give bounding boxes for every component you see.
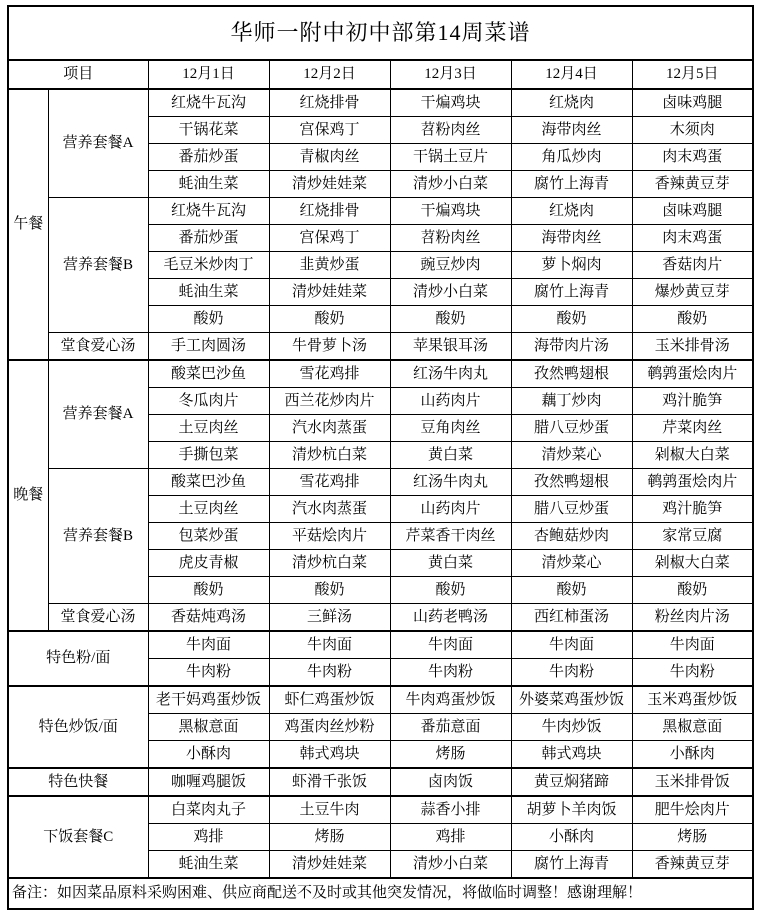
footer-note: 备注：如因菜品原料采购困难、供应商配送不及时或其他突发情况，将做临时调整！感谢理解！ (8, 878, 753, 909)
menu-cell: 咖喱鸡腿饭 (148, 768, 269, 796)
menu-cell: 玉米排骨汤 (632, 333, 753, 361)
menu-cell: 土豆牛肉 (269, 796, 390, 824)
section-label: 特色粉/面 (8, 631, 148, 686)
date-header: 12月1日 (148, 60, 269, 89)
menu-cell: 牛肉面 (269, 631, 390, 659)
menu-cell: 牛肉粉 (390, 659, 511, 687)
menu-cell: 香辣黄豆芽 (632, 851, 753, 879)
menu-cell: 红汤牛肉丸 (390, 360, 511, 388)
menu-cell: 冬瓜肉片 (148, 388, 269, 415)
menu-cell: 牛肉鸡蛋炒饭 (390, 686, 511, 714)
menu-cell: 腐竹上海青 (511, 171, 632, 198)
menu-cell: 酸菜巴沙鱼 (148, 469, 269, 496)
section-label: 特色快餐 (8, 768, 148, 796)
menu-cell: 藕丁炒肉 (511, 388, 632, 415)
menu-cell: 清炒娃娃菜 (269, 171, 390, 198)
menu-cell: 牛肉炒饭 (511, 714, 632, 741)
menu-cell: 山药肉片 (390, 388, 511, 415)
menu-cell: 清炒小白菜 (390, 851, 511, 879)
menu-cell: 腊八豆炒蛋 (511, 496, 632, 523)
menu-cell: 腐竹上海青 (511, 851, 632, 879)
meal-label: 晚餐 (8, 360, 48, 631)
menu-cell: 西红柿蛋汤 (511, 604, 632, 632)
table-row (8, 604, 753, 632)
group-label: 营养套餐A (48, 89, 148, 198)
menu-cell: 鸡排 (148, 824, 269, 851)
menu-cell: 海带肉丝 (511, 225, 632, 252)
table-row (8, 469, 753, 496)
menu-cell: 爆炒黄豆芽 (632, 279, 753, 306)
section-label: 下饭套餐C (8, 796, 148, 878)
menu-cell: 苹果银耳汤 (390, 333, 511, 361)
menu-cell: 雪花鸡排 (269, 469, 390, 496)
menu-cell: 宫保鸡丁 (269, 117, 390, 144)
menu-cell: 烤肠 (269, 824, 390, 851)
menu-cell: 卤味鸡腿 (632, 198, 753, 225)
menu-cell: 肉末鸡蛋 (632, 225, 753, 252)
menu-cell: 红烧排骨 (269, 198, 390, 225)
menu-cell: 黄白菜 (390, 442, 511, 469)
group-label: 营养套餐B (48, 198, 148, 333)
menu-cell: 卤肉饭 (390, 768, 511, 796)
group-label: 堂食爱心汤 (48, 333, 148, 361)
menu-cell: 酸奶 (148, 306, 269, 333)
menu-cell: 孜然鸭翅根 (511, 360, 632, 388)
menu-cell: 蚝油生菜 (148, 279, 269, 306)
menu-cell: 雪花鸡排 (269, 360, 390, 388)
menu-cell: 清炒菜心 (511, 550, 632, 577)
menu-cell: 青椒肉丝 (269, 144, 390, 171)
section-label: 特色炒饭/面 (8, 686, 148, 768)
footer-row (8, 878, 753, 909)
menu-cell: 小酥肉 (511, 824, 632, 851)
menu-cell: 剁椒大白菜 (632, 550, 753, 577)
menu-cell: 手工肉圆汤 (148, 333, 269, 361)
table-row (8, 198, 753, 225)
menu-table (7, 5, 754, 910)
menu-cell: 海带肉片汤 (511, 333, 632, 361)
table-row (8, 89, 753, 117)
menu-cell: 鹌鹑蛋烩肉片 (632, 469, 753, 496)
menu-cell: 木须肉 (632, 117, 753, 144)
menu-cell: 红烧排骨 (269, 89, 390, 117)
menu-cell: 干锅土豆片 (390, 144, 511, 171)
menu-cell: 三鲜汤 (269, 604, 390, 632)
menu-cell: 清炒杭白菜 (269, 550, 390, 577)
menu-cell: 酸奶 (632, 306, 753, 333)
menu-cell: 酸奶 (511, 577, 632, 604)
menu-cell: 清炒娃娃菜 (269, 279, 390, 306)
menu-cell: 红汤牛肉丸 (390, 469, 511, 496)
menu-cell: 剁椒大白菜 (632, 442, 753, 469)
menu-cell: 萝卜焖肉 (511, 252, 632, 279)
menu-cell: 蚝油生菜 (148, 171, 269, 198)
menu-cell: 香菇肉片 (632, 252, 753, 279)
menu-cell: 红烧肉 (511, 89, 632, 117)
meal-label: 午餐 (8, 89, 48, 360)
menu-cell: 牛肉粉 (632, 659, 753, 687)
menu-cell: 牛肉粉 (269, 659, 390, 687)
menu-cell: 番茄意面 (390, 714, 511, 741)
menu-cell: 老干妈鸡蛋炒饭 (148, 686, 269, 714)
menu-cell: 番茄炒蛋 (148, 144, 269, 171)
menu-cell: 杏鲍菇炒肉 (511, 523, 632, 550)
menu-cell: 红烧牛瓦沟 (148, 89, 269, 117)
menu-cell: 黑椒意面 (148, 714, 269, 741)
menu-cell: 牛骨萝卜汤 (269, 333, 390, 361)
menu-cell: 鸡汁脆笋 (632, 496, 753, 523)
item-header: 项目 (8, 60, 148, 89)
menu-cell: 肉末鸡蛋 (632, 144, 753, 171)
date-header: 12月3日 (390, 60, 511, 89)
menu-cell: 香菇炖鸡汤 (148, 604, 269, 632)
menu-cell: 烤肠 (390, 741, 511, 769)
menu-cell: 牛肉粉 (148, 659, 269, 687)
group-label: 营养套餐A (48, 360, 148, 469)
menu-cell: 手撕包菜 (148, 442, 269, 469)
menu-cell: 鸡蛋肉丝炒粉 (269, 714, 390, 741)
menu-cell: 海带肉丝 (511, 117, 632, 144)
menu-cell: 干锅花菜 (148, 117, 269, 144)
menu-cell: 山药老鸭汤 (390, 604, 511, 632)
menu-cell: 香辣黄豆芽 (632, 171, 753, 198)
menu-cell: 毛豆米炒肉丁 (148, 252, 269, 279)
menu-cell: 小酥肉 (632, 741, 753, 769)
menu-cell: 黄豆焖猪蹄 (511, 768, 632, 796)
menu-cell: 酸菜巴沙鱼 (148, 360, 269, 388)
menu-cell: 虾仁鸡蛋炒饭 (269, 686, 390, 714)
menu-cell: 黄白菜 (390, 550, 511, 577)
menu-cell: 烤肠 (632, 824, 753, 851)
table-row (8, 686, 753, 714)
menu-cell: 孜然鸭翅根 (511, 469, 632, 496)
menu-cell: 苕粉肉丝 (390, 117, 511, 144)
menu-cell: 家常豆腐 (632, 523, 753, 550)
menu-cell: 玉米排骨饭 (632, 768, 753, 796)
menu-cell: 胡萝卜羊肉饭 (511, 796, 632, 824)
menu-cell: 角瓜炒肉 (511, 144, 632, 171)
menu-cell: 芹菜肉丝 (632, 415, 753, 442)
menu-cell: 番茄炒蛋 (148, 225, 269, 252)
group-label: 营养套餐B (48, 469, 148, 604)
menu-cell: 汽水肉蒸蛋 (269, 415, 390, 442)
page-title: 华师一附中初中部第14周菜谱 (8, 6, 753, 60)
menu-cell: 豆角肉丝 (390, 415, 511, 442)
menu-cell: 酸奶 (390, 306, 511, 333)
header-row (8, 60, 753, 89)
menu-cell: 鸡汁脆笋 (632, 388, 753, 415)
menu-cell: 红烧牛瓦沟 (148, 198, 269, 225)
table-row (8, 631, 753, 659)
menu-cell: 酸奶 (269, 306, 390, 333)
table-row (8, 796, 753, 824)
title-row (8, 6, 753, 60)
menu-cell: 汽水肉蒸蛋 (269, 496, 390, 523)
menu-cell: 蚝油生菜 (148, 851, 269, 879)
menu-cell: 清炒小白菜 (390, 171, 511, 198)
menu-cell: 土豆肉丝 (148, 415, 269, 442)
menu-cell: 蒜香小排 (390, 796, 511, 824)
menu-cell: 虾滑千张饭 (269, 768, 390, 796)
menu-cell: 清炒杭白菜 (269, 442, 390, 469)
menu-cell: 酸奶 (269, 577, 390, 604)
date-header: 12月2日 (269, 60, 390, 89)
menu-cell: 豌豆炒肉 (390, 252, 511, 279)
menu-cell: 白菜肉丸子 (148, 796, 269, 824)
menu-cell: 酸奶 (632, 577, 753, 604)
menu-cell: 牛肉面 (390, 631, 511, 659)
group-label: 堂食爱心汤 (48, 604, 148, 632)
menu-cell: 鸡排 (390, 824, 511, 851)
menu-cell: 牛肉粉 (511, 659, 632, 687)
menu-cell: 外婆菜鸡蛋炒饭 (511, 686, 632, 714)
menu-cell: 西兰花炒肉片 (269, 388, 390, 415)
date-header: 12月5日 (632, 60, 753, 89)
menu-cell: 山药肉片 (390, 496, 511, 523)
menu-cell: 包菜炒蛋 (148, 523, 269, 550)
menu-cell: 清炒菜心 (511, 442, 632, 469)
menu-cell: 酸奶 (511, 306, 632, 333)
menu-cell: 干煸鸡块 (390, 198, 511, 225)
menu-cell: 黑椒意面 (632, 714, 753, 741)
menu-cell: 鹌鹑蛋烩肉片 (632, 360, 753, 388)
table-row (8, 768, 753, 796)
menu-cell: 肥牛烩肉片 (632, 796, 753, 824)
date-header: 12月4日 (511, 60, 632, 89)
menu-cell: 腊八豆炒蛋 (511, 415, 632, 442)
menu-cell: 粉丝肉片汤 (632, 604, 753, 632)
menu-cell: 宫保鸡丁 (269, 225, 390, 252)
menu-cell: 酸奶 (390, 577, 511, 604)
menu-cell: 韩式鸡块 (511, 741, 632, 769)
menu-cell: 小酥肉 (148, 741, 269, 769)
menu-cell: 平菇烩肉片 (269, 523, 390, 550)
menu-cell: 苕粉肉丝 (390, 225, 511, 252)
table-row (8, 360, 753, 388)
menu-cell: 牛肉面 (511, 631, 632, 659)
menu-cell: 芹菜香干肉丝 (390, 523, 511, 550)
menu-cell: 红烧肉 (511, 198, 632, 225)
menu-cell: 牛肉面 (148, 631, 269, 659)
menu-cell: 玉米鸡蛋炒饭 (632, 686, 753, 714)
menu-cell: 清炒小白菜 (390, 279, 511, 306)
menu-cell: 土豆肉丝 (148, 496, 269, 523)
menu-cell: 韩式鸡块 (269, 741, 390, 769)
menu-cell: 清炒娃娃菜 (269, 851, 390, 879)
menu-cell: 韭黄炒蛋 (269, 252, 390, 279)
menu-cell: 酸奶 (148, 577, 269, 604)
menu-cell: 牛肉面 (632, 631, 753, 659)
table-row (8, 333, 753, 361)
menu-cell: 腐竹上海青 (511, 279, 632, 306)
menu-cell: 虎皮青椒 (148, 550, 269, 577)
menu-cell: 干煸鸡块 (390, 89, 511, 117)
menu-cell: 卤味鸡腿 (632, 89, 753, 117)
